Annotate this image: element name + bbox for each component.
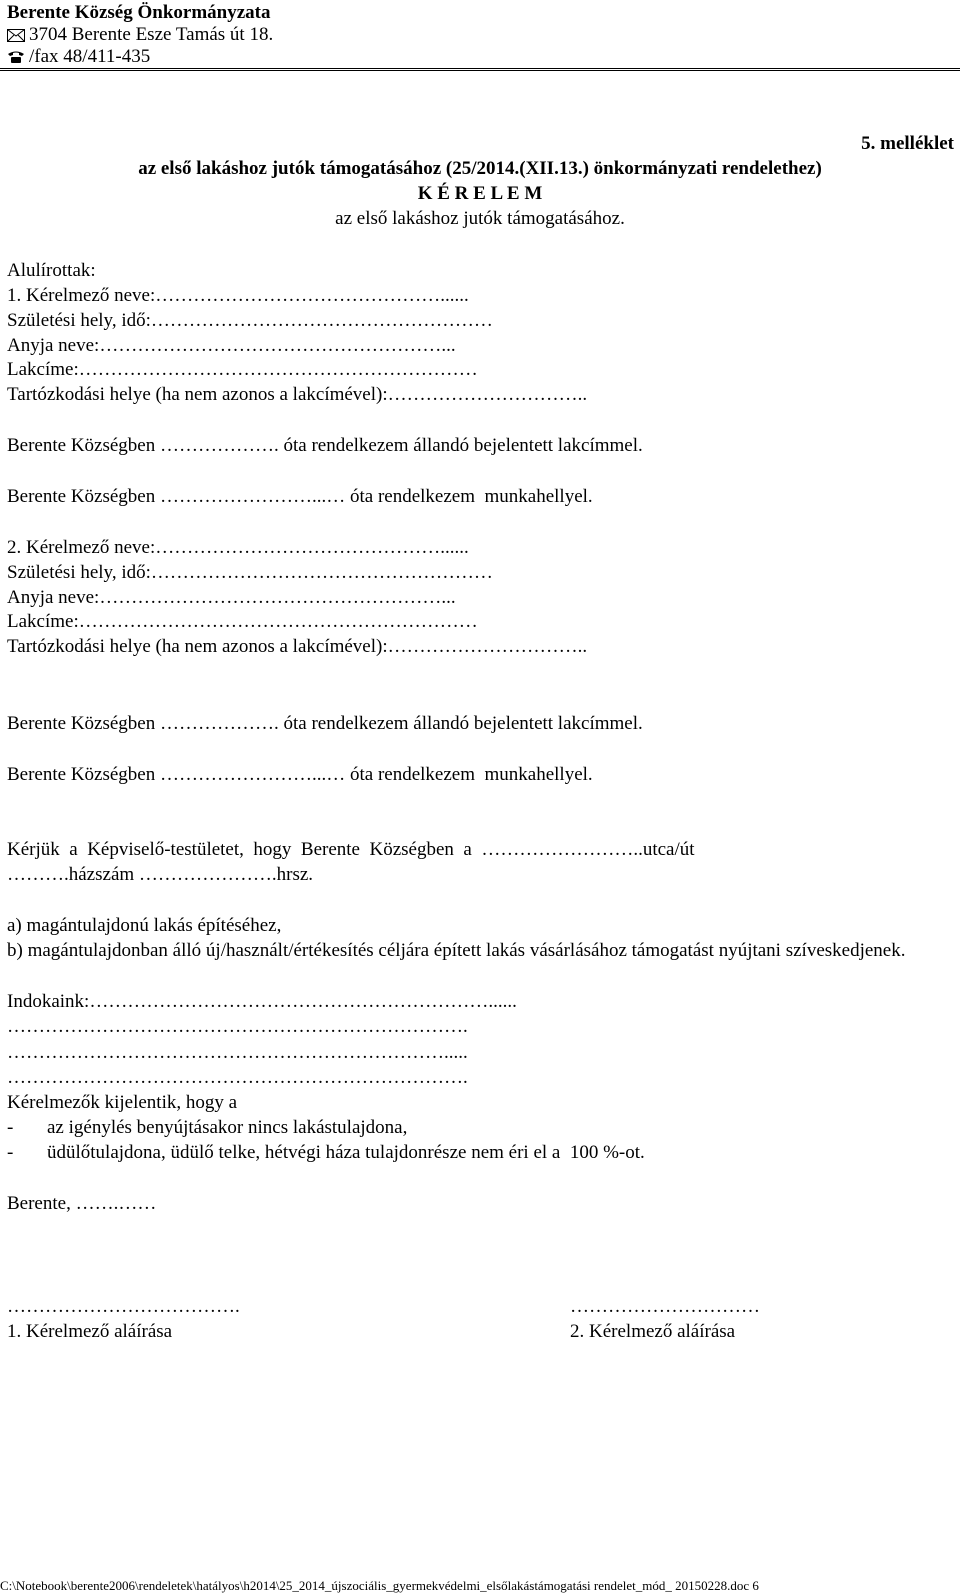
applicant1-name-field: 1. Kérelmező neve:………………………………………...... [7, 285, 469, 306]
signature1-line: ………………………………. [7, 1296, 240, 1317]
declaration-item-text: üdülőtulajdona, üdülő telke, hétvégi háza tulajdonrésze nem éri el a 100 %-ot. [47, 1142, 645, 1163]
signature2-label: 2. Kérelmező aláírása [570, 1321, 736, 1342]
org-name: Berente Község Önkormányzata [7, 2, 271, 23]
option-a: a) magántulajdonú lakás építéséhez, [7, 915, 282, 936]
signature1-label: 1. Kérelmező aláírása [7, 1321, 173, 1342]
regulation-text: az első lakáshoz jutók támogatásához (25/2014.(XII.13.) önkormányzati rendelethez) [138, 158, 822, 179]
reasons-line-4: ………………………………………………………………. [7, 1067, 468, 1088]
declaration-item [7, 1140, 645, 1165]
applicant2-name-field: 2. Kérelmező neve:………………………………………...... [7, 537, 469, 558]
applicant2-address-field: Lakcíme:……………………………………………………… [7, 611, 478, 632]
header-rule [0, 68, 960, 69]
regulation-reference [0, 156, 960, 181]
document-title: K É R E L E M [417, 183, 543, 204]
request-line-2: ……….házszám ………………….hrsz. [7, 864, 314, 885]
header-rule-2 [0, 70, 960, 71]
applicant2-birth-field: Születési hely, idő:……………………………………………… [7, 562, 493, 583]
applicant1-permanent-field: Berente Községben ………………. óta rendelkezem állandó bejelentett lakcímmel. [7, 435, 643, 456]
intro-label: Alulírottak: [7, 260, 96, 281]
declaration-item-text: az igénylés benyújtásakor nincs lakástulajdona, [47, 1117, 408, 1138]
document-subtitle: az első lakáshoz jutók támogatásához. [335, 208, 625, 229]
footer-file-path: C:\Notebook\berente2006\rendeletek\hatályos\h2014\25_2014_újszociális_gyermekvédelmi_elsőlakástámogatási rendelet_mód_ 20150228.doc 6 [0, 1578, 759, 1593]
option-b: b) magántulajdonban álló új/használt/értékesítés céljára épített lakás vásárlásához támogatást nyújtani szíveskedjenek. [7, 940, 906, 961]
applicant1-mother-field: Anyja neve:………………………………………………... [7, 335, 456, 356]
org-phone [7, 44, 150, 71]
declaration-item [7, 1115, 408, 1140]
reasons-line-2: ………………………………………………………………. [7, 1016, 468, 1037]
request-line-1: Kérjük a Képviselő-testületet, hogy Berente Községben a ……………………..utca/út [7, 839, 695, 860]
address-text: 3704 Berente Esze Tamás út 18. [29, 24, 274, 45]
annex-label: 5. melléklet [861, 133, 954, 154]
signature2-line: ………………………… [570, 1296, 760, 1317]
applicant1-residence-field: Tartózkodási helye (ha nem azonos a lakcímével):………………………….. [7, 384, 588, 405]
applicant2-residence-field: Tartózkodási helye (ha nem azonos a lakcímével):………………………….. [7, 636, 588, 657]
declaration-intro: Kérelmezők kijelentik, hogy a [7, 1092, 238, 1113]
bullet-dash: - [7, 1142, 14, 1163]
applicant1-address-field: Lakcíme:……………………………………………………… [7, 359, 478, 380]
reasons-line-1: Indokaink:………………………………………………………...... [7, 991, 517, 1012]
applicant1-workplace-field: Berente Községben ……………………...… óta rendelkezem munkahellyel. [7, 486, 593, 507]
phone-text: /fax 48/411-435 [29, 46, 151, 67]
applicant2-mother-field: Anyja neve:………………………………………………... [7, 587, 456, 608]
bullet-dash: - [7, 1117, 14, 1138]
applicant1-birth-field: Születési hely, idő:……………………………………………… [7, 310, 493, 331]
place-date-field: Berente, …….…… [7, 1193, 157, 1214]
applicant2-permanent-field: Berente Községben ………………. óta rendelkezem állandó bejelentett lakcímmel. [7, 713, 643, 734]
applicant2-workplace-field: Berente Községben ……………………...… óta rendelkezem munkahellyel. [7, 764, 593, 785]
reasons-line-3: ……………………………………………………………..... [7, 1042, 468, 1063]
